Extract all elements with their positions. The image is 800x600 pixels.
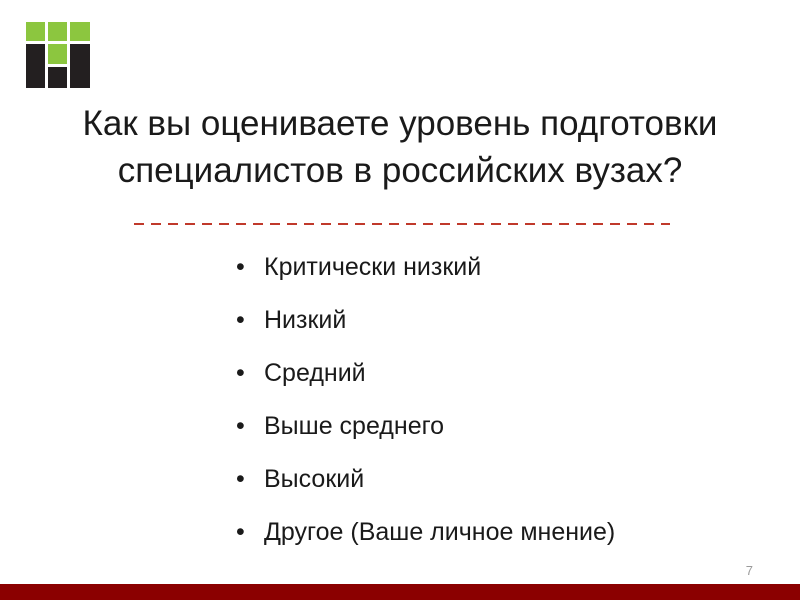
- answer-option-label: Низкий: [264, 306, 347, 334]
- answer-option-label: Выше среднего: [264, 412, 445, 440]
- logo-block: [26, 22, 45, 41]
- logo-block: [26, 44, 45, 88]
- bullet-icon: •: [236, 306, 245, 334]
- bullet-icon: •: [236, 465, 245, 493]
- answer-option: [236, 409, 615, 462]
- footer-bar: [0, 584, 800, 600]
- bullet-icon: •: [236, 412, 245, 440]
- dashed-divider: [134, 218, 670, 230]
- logo-block: [70, 22, 90, 41]
- title-line-1: Как вы оцениваете уровень подготовки: [82, 104, 718, 143]
- logo-block: [70, 44, 90, 88]
- slide-title: [30, 100, 770, 194]
- logo-block: [48, 44, 67, 64]
- answer-option-label: Критически низкий: [264, 253, 482, 281]
- answer-options-list: [236, 250, 615, 568]
- title-line-2: специалистов в российских вузах?: [117, 151, 683, 190]
- answer-option: [236, 462, 615, 515]
- answer-option: [236, 250, 615, 303]
- logo-block: [48, 22, 67, 41]
- bullet-icon: •: [236, 359, 245, 387]
- answer-option-label: Высокий: [264, 465, 365, 493]
- answer-option-label: Другое (Ваше личное мнение): [264, 518, 616, 546]
- answer-option: [236, 303, 615, 356]
- bullet-icon: •: [236, 518, 245, 546]
- logo-block: [48, 67, 67, 88]
- logo: [26, 22, 90, 88]
- bullet-icon: •: [236, 253, 245, 281]
- answer-option-label: Средний: [264, 359, 366, 387]
- answer-option: [236, 356, 615, 409]
- answer-option: [236, 515, 615, 568]
- page-number: 7: [745, 563, 753, 578]
